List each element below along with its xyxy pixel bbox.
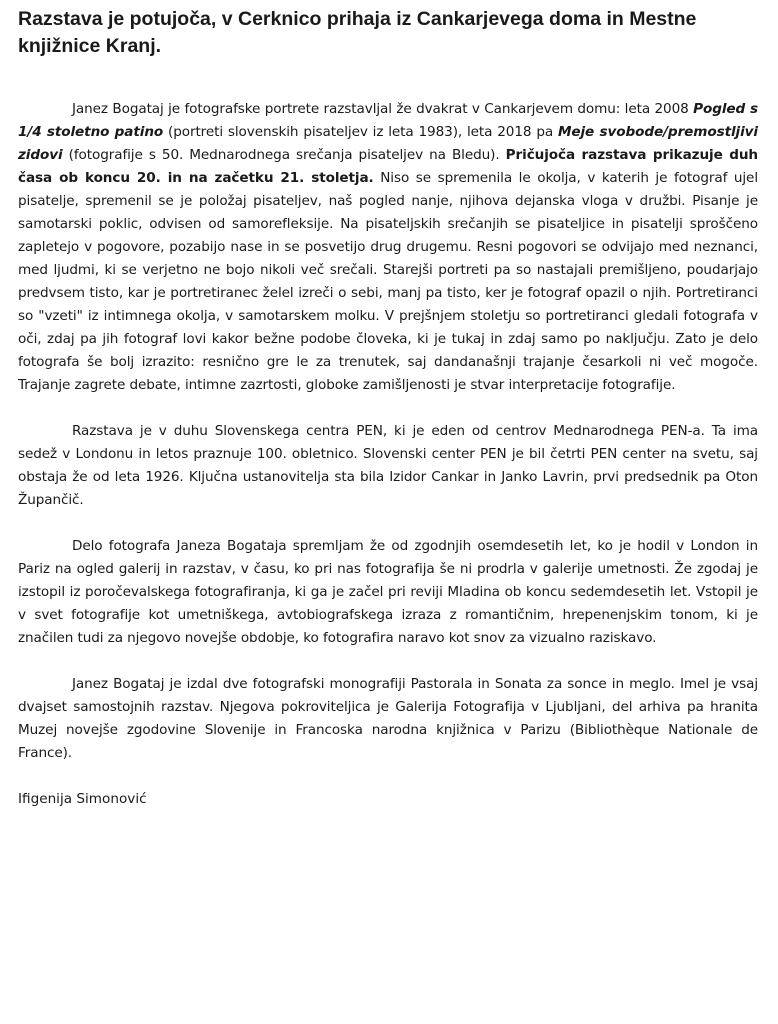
author-signature: Ifigenija Simonović xyxy=(18,791,147,807)
paragraph-1 xyxy=(18,98,758,397)
paragraph-3: Delo fotografa Janeza Bogataja spremljam že od zgodnjih osemdesetih let, ko je hodil v London in Pariz na ogled galerij in razstav, v času, ko pri nas fotografija še ni prodrla v galerije umetnosti. Že zgodaj je izstopil iz poročevalskega fotografiranja, ki ga je začel pri reviji Mladina ob koncu sedemdesetih let. Vstopil je v svet fotografije kot umetniškega, avtobiografskega izraza z romantičnim, hrepenenjskim tonom, ki je značilen tudi za njegovo novejše obdobje, ko fotografira naravo kot snov za vizualno raziskavo. xyxy=(18,538,758,646)
p1-exhibition-title-2018: Meje svobode/premostljivi zidovi xyxy=(18,124,758,163)
article xyxy=(18,6,758,811)
p1-exhibition-title-2008: Pogled s 1/4 stoletno patino xyxy=(18,101,758,140)
paragraph-4: Janez Bogataj je izdal dve fotografski monografiji Pastorala in Sonata za sonce in meglo. Imel je vsaj dvajset samostojnih razstav. Njegova pokroviteljica je Galerija Fotografija v Ljubljani, del arhiva pa hranita Muzej novejše zgodovine Slovenije in Francoska narodna knjižnica v Parizu (Bibliothèque Nationale de France). xyxy=(18,676,758,761)
article-title: Razstava je potujoča, v Cerknico prihaja iz Cankarjevega doma in Mestne knjižnice Kranj. xyxy=(18,8,697,57)
p1-text-d: Niso se spremenila le okolja, v katerih je fotograf ujel pisatelje, spremenil se je položaj pisateljev, naš pogled nanje, njihova dejanska vloga v družbi. Pisanje je samotarski poklic, odvisen od samorefleksije. Na pisateljskih srečanjih se pisateljice in pisatelji sproščeno zapletejo v pogovore, pozabijo nase in se posvetijo drug drugemu. Resni pogovori se odvijajo med neznanci, med ljudmi, ki se verjetno ne bojo nikoli več srečali. Starejši portreti pa so nastajali premišljeno, poudarjajo predvsem tisto, kar je portretiranec želel izreči o sebi, manj pa tisto, ker je fotograf opazil o njih. Portretiranci so "vzeti" iz intimnega okolja, v samotarskem molku. V prejšnjem stoletju so portretiranci gledali fotografa v oči, zdaj pa jih fotograf lovi kakor bežne podobe človeka, ki je tukaj in zdaj samo po naključju. Zato je delo fotografa še bolj izrazito: resnično gre le za trenutek, saj dandanašnji trajanje česarkoli ni več mogoče. Trajanje zagrete debate, intimne zazrtosti, globoke zamišljenosti je stvar interpretacije fotografije. xyxy=(18,170,758,393)
paragraph-2: Razstava je v duhu Slovenskega centra PEN, ki je eden od centrov Mednarodnega PEN-a. Ta ima sedež v Londonu in letos praznuje 100. obletnico. Slovenski center PEN je bil četrti PEN center na svetu, saj obstaja že od leta 1926. Ključna ustanovitelja sta bila Izidor Cankar in Janko Lavrin, prvi predsednik pa Oton Župančič. xyxy=(18,423,758,508)
p1-highlight: Pričujoča razstava prikazuje duh časa ob koncu 20. in na začetku 21. stoletja. xyxy=(18,147,758,186)
p1-text-a: Janez Bogataj je fotografske portrete razstavljal že dvakrat v Cankarjevem domu: leta 2008 xyxy=(72,101,694,117)
p1-text-b: (portreti slovenskih pisateljev iz leta 1983), leta 2018 pa xyxy=(163,124,558,140)
p1-text-c: (fotografije s 50. Mednarodnega srečanja pisateljev na Bledu). xyxy=(62,147,506,163)
